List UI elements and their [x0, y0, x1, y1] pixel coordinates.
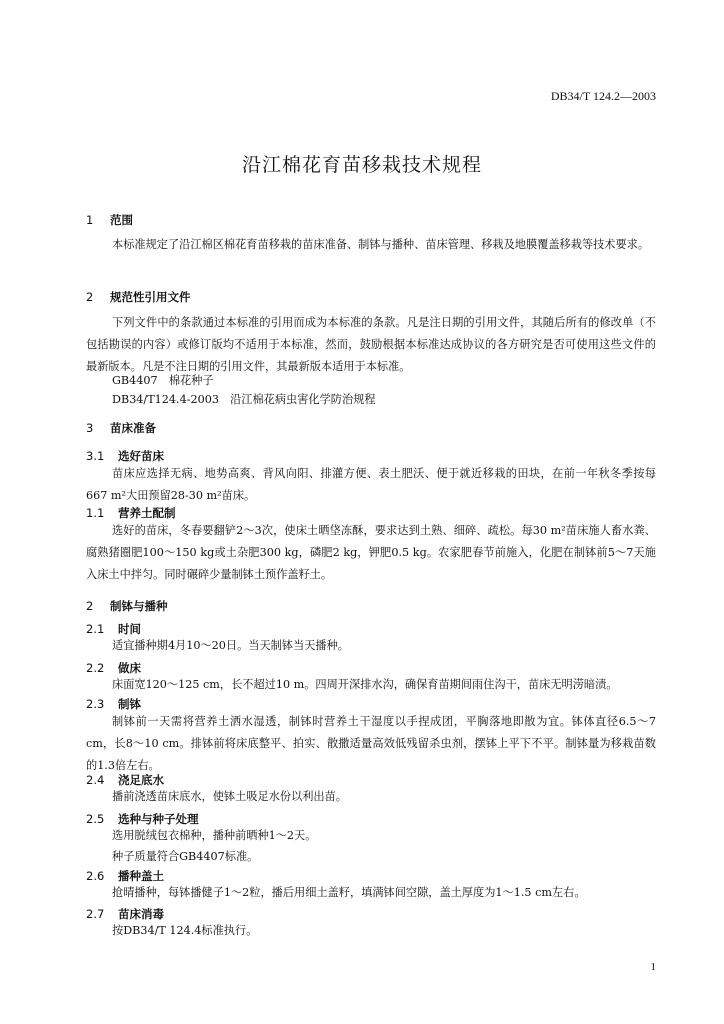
paragraph-seed-quality: 种子质量符合GB4407标准。 — [112, 850, 259, 863]
subsection-heading: 2.5 选种与种子处理 — [86, 812, 199, 826]
section-heading: 2 规范性引用文件 — [86, 290, 191, 304]
page-number: 1 — [650, 961, 656, 973]
subsection-heading: 2.4 浇足底水 — [86, 773, 164, 787]
reference-item: DB34/T124.4-2003 沿江棉花病虫害化学防治规程 — [112, 393, 376, 406]
subsection-heading: 3.1 选好苗床 — [86, 449, 164, 463]
paragraph-water: 播前浇透苗床底水，使钵土吸足水份以利出苗。 — [112, 790, 347, 803]
subsection-heading: 2.7 苗床消毒 — [86, 907, 164, 921]
paragraph-time: 适宜播种期4月10～20日。当天制钵当天播种。 — [112, 639, 349, 652]
standard-code: DB34/T 124.2—2003 — [550, 89, 656, 103]
paragraph-bed: 床面宽120～125 cm，长不超过10 m。四周开深排水沟，确保育苗期间雨住沟干，苗床无明涝暗渍。 — [112, 678, 618, 691]
section-heading: 2 制钵与播种 — [86, 599, 168, 613]
paragraph-refs-intro: 下列文件中的条款通过本标准的引用而成为本标准的条款。凡是注日期的引用文件，其随后所有的修改单（不包括勘误的内容）或修订版均不适用于本标准，然而，鼓励根据本标准达成协议的各方研究是否可使用这些文件的最新版本。凡是不注日期的引用文件，其最新版本适用于本标准。 — [86, 316, 656, 373]
document-title: 沿江棉花育苗移栽技术规程 — [241, 154, 482, 176]
paragraph-seedbed: 苗床应选择无病、地势高爽、背风向阳、排灌方便、表土肥沃、便于就近移栽的田块，在前一年秋冬季按每667 m²大田预留28-30 m²苗床。 — [86, 467, 656, 502]
paragraph-soil: 选好的苗床，冬春要翻铲2～3次，使床土晒垡冻酥，要求达到土熟、细碎、疏松。每30 m²苗床施人畜水粪、腐熟猪圈肥100～150 kg或土杂肥300 kg，磷肥2 kg，钾肥0.5 kg。农家肥春节前施入，化肥在制钵前5～7天施入床土中拌匀。同时碾碎少量制钵土预作盖籽土。 — [86, 524, 656, 581]
subsection-heading: 2.3 制钵 — [86, 697, 141, 711]
paragraph-seed-select: 选用脱绒包衣棉种，播种前晒种1～2天。 — [112, 829, 317, 842]
paragraph-scope: 本标准规定了沿江棉区棉花育苗移栽的苗床准备、制钵与播种、苗床管理、移栽及地膜覆盖移栽等技术要求。 — [112, 238, 650, 251]
subsection-heading: 2.1 时间 — [86, 622, 141, 636]
reference-item: GB4407 棉花种子 — [112, 374, 214, 387]
paragraph-disinfect: 按DB34/T 124.4标准执行。 — [112, 924, 258, 937]
section-heading: 3 苗床准备 — [86, 421, 156, 435]
subsection-heading: 2.6 播种盖土 — [86, 869, 164, 883]
paragraph-pot: 制钵前一天需将营养土洒水湿透，制钵时营养土干湿度以手捏成团，平胸落地即散为宜。钵体直径6.5～7 cm，长8～10 cm。排钵前将床底整平、拍实、散撒适量高效低残留杀虫剂，摆钵上平下不平。制钵量为移栽苗数的1.3倍左右。 — [86, 715, 656, 772]
paragraph-sow: 抢晴播种，每钵播健子1～2粒，播后用细土盖籽，填满钵间空隙，盖土厚度为1～1.5 cm左右。 — [112, 886, 586, 899]
subsection-heading: 1.1 营养土配制 — [86, 506, 176, 520]
section-heading: 1 范围 — [86, 213, 133, 227]
subsection-heading: 2.2 做床 — [86, 661, 141, 675]
